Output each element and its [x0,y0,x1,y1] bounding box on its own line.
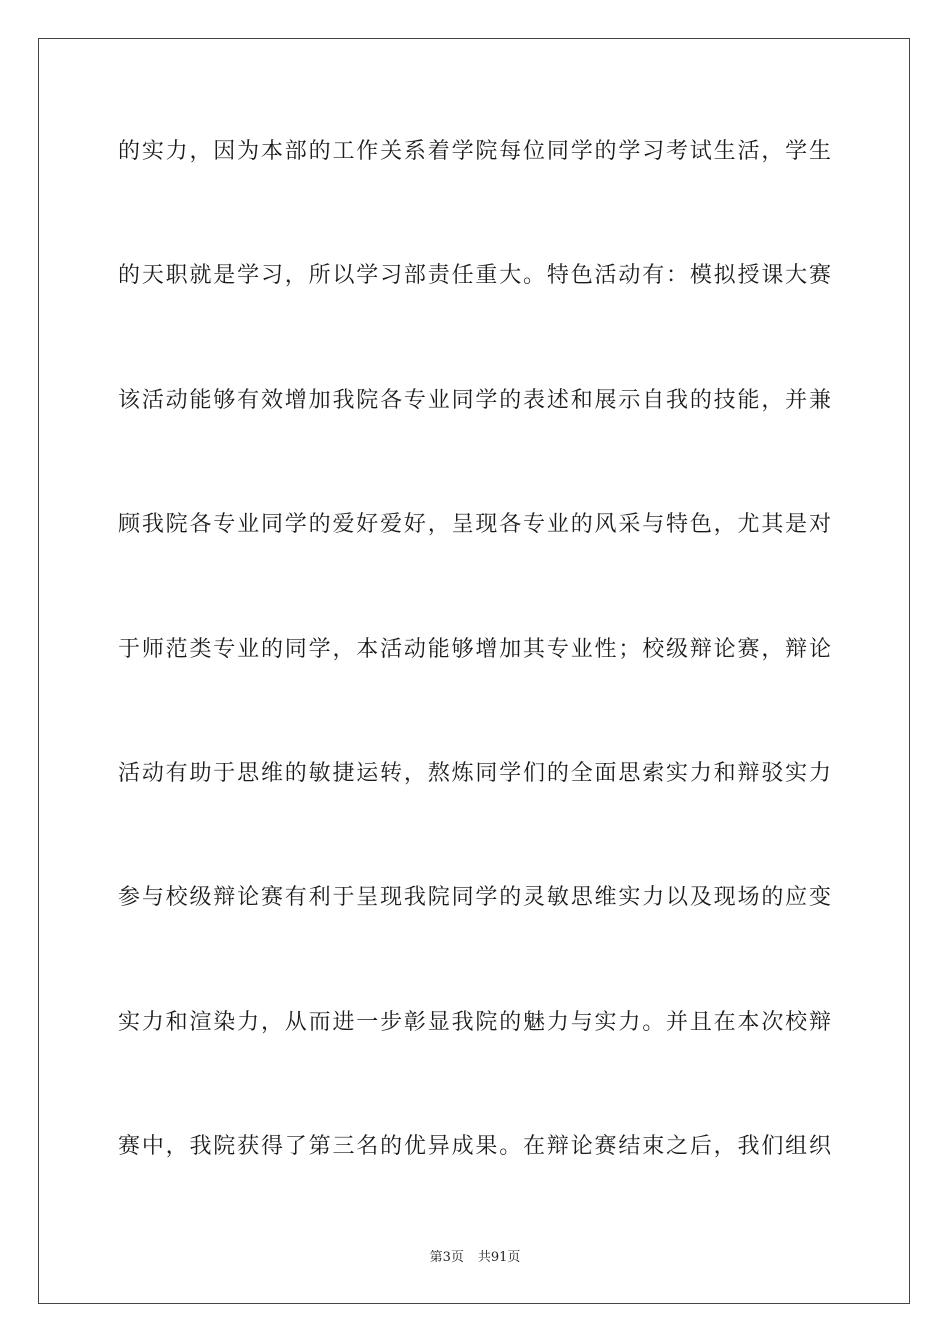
page-footer [0,1246,950,1265]
text-line: 该活动能够有效增加我院各专业同学的表述和展示自我的技能，并兼 [118,387,832,413]
text-line: 的天职就是学习，所以学习部责任重大。特色活动有：模拟授课大赛 [118,263,832,289]
text-line: 的实力，因为本部的工作关系着学院每位同学的学习考试生活，学生 [118,139,832,164]
text-line: 参与校级辩论赛有利于呈现我院同学的灵敏思维实力以及现场的应变 [118,885,832,911]
text-line: 赛中，我院获得了第三名的优异成果。在辩论赛结束之后，我们组织 [118,1134,832,1160]
text-line: 实力和渲染力，从而进一步彰显我院的魅力与实力。并且在本次校辩 [118,1009,832,1035]
text-line: 活动有助于思维的敏捷运转，熬炼同学们的全面思索实力和辩驳实力 [118,760,832,786]
document-body [118,122,832,1242]
page-number: 第3页 [429,1250,464,1265]
text-line: 于师范类专业的同学，本活动能够增加其专业性；校级辩论赛，辩论 [118,636,832,662]
page-total: 共91页 [477,1250,521,1265]
text-line: 顾我院各专业同学的爱好爱好，呈现各专业的风采与特色，尤其是对 [118,512,832,538]
